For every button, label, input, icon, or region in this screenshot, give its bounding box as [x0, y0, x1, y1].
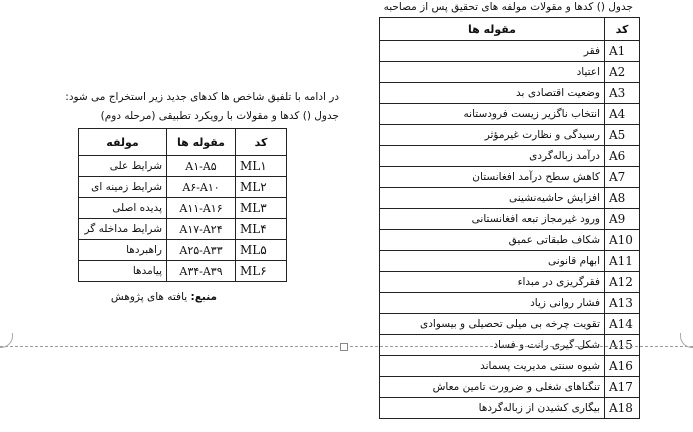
table-row — [380, 83, 640, 104]
row-code: A8 — [605, 188, 640, 209]
table-row — [380, 251, 640, 272]
table-row — [380, 146, 640, 167]
row-code: ML۴ — [236, 219, 287, 240]
row-component: شرایط علی — [79, 156, 167, 177]
source-label: منبع: — [190, 291, 217, 303]
row-category: رسیدگی و نظارت غیرمؤثر — [380, 125, 605, 146]
code-header: کد — [236, 129, 287, 156]
table-row — [79, 198, 287, 219]
code-header: کد — [605, 18, 640, 41]
row-range: A۱۱-A۱۶ — [167, 198, 236, 219]
row-category: اعتیاد — [380, 62, 605, 83]
row-code: A4 — [605, 104, 640, 125]
component-header: مولفه — [79, 129, 167, 156]
page-break-line — [0, 346, 693, 347]
row-category: شکاف طبقاتی عمیق — [380, 230, 605, 251]
table-row — [380, 335, 640, 356]
table-row — [380, 293, 640, 314]
row-code: A15 — [605, 335, 640, 356]
row-code: A12 — [605, 272, 640, 293]
table-row — [380, 188, 640, 209]
row-code: A2 — [605, 62, 640, 83]
row-category: افزایش حاشیه‌نشینی — [380, 188, 605, 209]
table-row — [79, 156, 287, 177]
table-row — [79, 177, 287, 198]
row-category: ورود غیرمجاز تبعه افغانستانی — [380, 209, 605, 230]
row-category: تنگناهای شغلی و ضرورت تامین معاش — [380, 377, 605, 398]
components-table — [78, 128, 287, 282]
table-row — [380, 125, 640, 146]
categories-header: مقوله ها — [167, 129, 236, 156]
table-header-row — [79, 129, 287, 156]
row-code: ML۲ — [236, 177, 287, 198]
table-row — [79, 219, 287, 240]
row-code: A10 — [605, 230, 640, 251]
row-range: A۲۵-A۳۳ — [167, 240, 236, 261]
row-range: A۱۷-A۲۴ — [167, 219, 236, 240]
row-code: A11 — [605, 251, 640, 272]
row-range: A۱-A۵ — [167, 156, 236, 177]
table-row — [380, 62, 640, 83]
page-corner-right — [680, 333, 693, 348]
row-code: ML۳ — [236, 198, 287, 219]
row-category: فقرگریزی در مبداء — [380, 272, 605, 293]
categories-table — [379, 17, 640, 419]
row-category: بیگاری کشیدن از زباله‌گردها — [380, 398, 605, 419]
row-range: A۶-A۱۰ — [167, 177, 236, 198]
table-row — [380, 41, 640, 62]
row-category: درآمد زباله‌گردی — [380, 146, 605, 167]
table-row — [380, 167, 640, 188]
row-code: A16 — [605, 356, 640, 377]
row-code: A1 — [605, 41, 640, 62]
table-row — [380, 398, 640, 419]
row-code: A3 — [605, 83, 640, 104]
row-code: ML۶ — [236, 261, 287, 282]
left-intro-text: در ادامه با تلفیق شاخص ها کدهای جدید زیر استخراج می شود: — [65, 91, 339, 103]
row-component: پدیده اصلی — [79, 198, 167, 219]
row-code: A17 — [605, 377, 640, 398]
row-code: A13 — [605, 293, 640, 314]
table-row — [79, 240, 287, 261]
row-category: کاهش سطح درآمد افغانستان — [380, 167, 605, 188]
table-row — [380, 209, 640, 230]
table-row — [380, 314, 640, 335]
table-row — [79, 261, 287, 282]
row-category: فشار روانی زیاد — [380, 293, 605, 314]
row-category: شکل گیری رانت و فساد — [380, 335, 605, 356]
row-range: A۳۴-A۳۹ — [167, 261, 236, 282]
page-break-handle[interactable] — [340, 343, 348, 351]
row-code: A14 — [605, 314, 640, 335]
row-category: شیوه سنتی مدیریت پسماند — [380, 356, 605, 377]
table-header-row — [380, 18, 640, 41]
row-category: فقر — [380, 41, 605, 62]
row-category: ابهام قانونی — [380, 251, 605, 272]
table-row — [380, 272, 640, 293]
row-code: A6 — [605, 146, 640, 167]
row-component: شرایط زمینه ای — [79, 177, 167, 198]
page-corner-left — [0, 333, 13, 348]
row-component: شرایط مداخله گر — [79, 219, 167, 240]
table-row — [380, 230, 640, 251]
table-row — [380, 377, 640, 398]
row-component: پیامدها — [79, 261, 167, 282]
row-code: A5 — [605, 125, 640, 146]
row-category: وضعیت اقتصادی بد — [380, 83, 605, 104]
row-code: A7 — [605, 167, 640, 188]
source-text: یافته های پژوهش — [110, 291, 191, 303]
source-note — [111, 291, 217, 303]
row-code: ML۱ — [236, 156, 287, 177]
row-category: انتخاب ناگزیر زیست فرودستانه — [380, 104, 605, 125]
left-table-caption: جدول () کدها و مقولات با رویکرد تطبیقی (مرحله دوم) — [100, 110, 339, 122]
right-table-caption: جدول () کدها و مقولات مولفه های تحقیق پس از مصاحبه — [383, 1, 633, 13]
row-code: ML۵ — [236, 240, 287, 261]
row-component: راهبردها — [79, 240, 167, 261]
table-row — [380, 104, 640, 125]
row-category: تقویت چرخه بی میلی تحصیلی و بیسوادی — [380, 314, 605, 335]
category-header: مقوله ها — [380, 18, 605, 41]
row-code: A18 — [605, 398, 640, 419]
row-code: A9 — [605, 209, 640, 230]
table-row — [380, 356, 640, 377]
